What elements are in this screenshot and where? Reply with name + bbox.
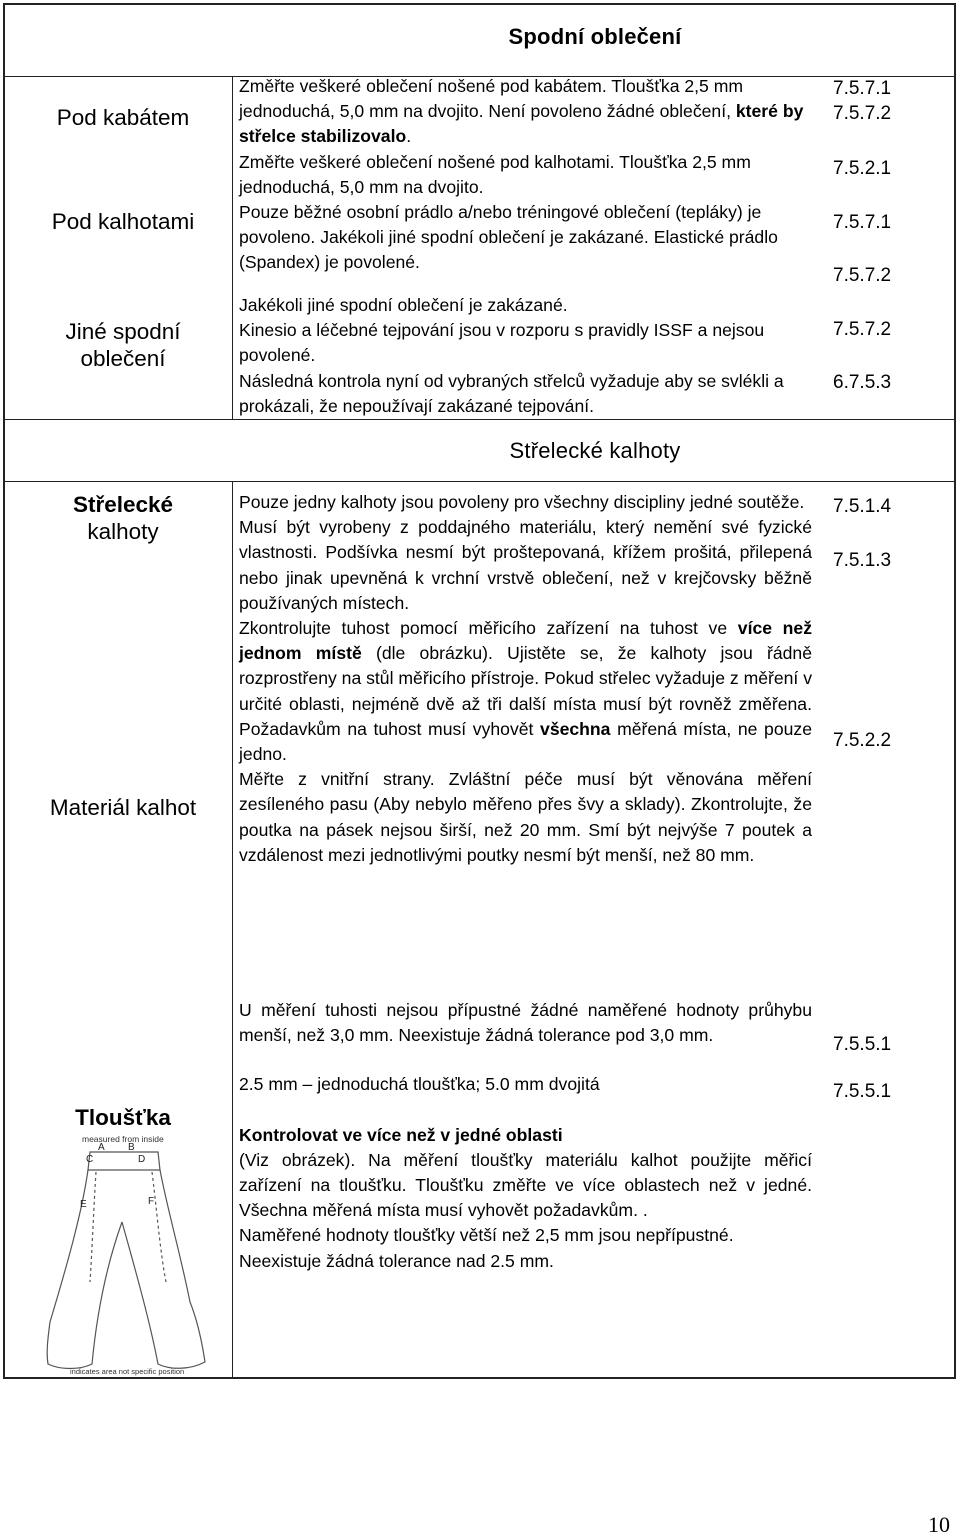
- rule-ref: 7.5.1.4: [833, 496, 892, 517]
- label-other-line1: Jiné spodní: [65, 319, 181, 344]
- figure-caption-bottom: indicates area not specific position: [70, 1367, 185, 1376]
- section-title-pants: Střelecké kalhoty: [509, 438, 681, 463]
- label-other-line2: oblečení: [80, 346, 166, 371]
- label-pants-line1: Střelecké: [72, 492, 174, 517]
- thickness-p6: 2.5 mm – jednoduchá tloušťka; 5.0 mm dvojitá: [239, 1074, 600, 1095]
- rule-ref: 7.5.7.1: [833, 78, 892, 99]
- pants-p3-b: (dle obrázku). Ujistěte se, že kalhoty jsou řádně rozprostřeny na stůl měřicího přístroje. Pokud střelec vyžaduje z měření v určité oblasti, nejméně dvě až tři další místa musí být rovněž změřena. Požadavkům na tuhost musí vyhovět: [239, 643, 813, 739]
- rule-ref: 7.5.2.1: [833, 158, 892, 179]
- column-divider: [232, 481, 233, 1377]
- label-under-pants: Pod kalhotami: [51, 209, 195, 234]
- figure-letter: C: [86, 1154, 94, 1165]
- pants-p3-a: Zkontrolujte tuhost pomocí měřicího zařízení na tuhost ve: [239, 618, 738, 639]
- thickness-p7-bold: Kontrolovat ve více než v jedné oblasti: [239, 1124, 563, 1145]
- thickness-text-block: [239, 998, 812, 1274]
- coat-text-2: .: [406, 126, 412, 147]
- pants-p2: Musí být vyrobeny z poddajného materiálu, který nemění své fyzické vlastnosti. Podšívka nesmí být proštepovaná, křížem prošitá, přilepená nebo jinak upevněná k vrchní vrstvě oblečení, než v krejčovsky běžně používaných místech.: [239, 517, 812, 613]
- thickness-p5: U měření tuhosti nejsou přípustné žádné naměřené hodnoty průhybu menší, než 3,0 mm. Neexistuje žádná tolerance pod 3,0 mm.: [239, 1000, 812, 1046]
- rule-ref: 7.5.7.2: [833, 103, 892, 124]
- other-text-1: Jakékoli jiné spodní oblečení je zakázané.: [239, 295, 568, 315]
- rule-ref: 7.5.7.1: [833, 212, 892, 233]
- underwear-text-coat: [239, 74, 812, 276]
- rule-ref: 7.5.1.3: [833, 550, 892, 571]
- thickness-p8: Naměřené hodnoty tloušťky větší než 2,5 mm jsou nepřípustné.: [239, 1225, 734, 1246]
- rule-ref: 7.5.2.2: [833, 730, 892, 751]
- section-title-underwear: Spodní oblečení: [508, 24, 682, 49]
- thickness-p9: Neexistuje žádná tolerance nad 2.5 mm.: [239, 1250, 554, 1271]
- rule-ref: 7.5.5.1: [833, 1081, 892, 1102]
- pants-text: Změřte veškeré oblečení nošené pod kalhotami. Tloušťka 2,5 mm jednoduchá, 5,0 mm na dvojito.: [239, 151, 751, 197]
- figure-letter: F: [148, 1196, 155, 1207]
- rule-ref: 6.7.5.3: [833, 372, 892, 393]
- figure-letter: E: [80, 1199, 87, 1210]
- rule-ref: 7.5.7.2: [833, 319, 892, 340]
- label-under-coat: Pod kabátem: [56, 105, 190, 130]
- label-pants-line2: kalhoty: [87, 519, 159, 544]
- label-material: Materiál kalhot: [49, 795, 197, 820]
- coat-text-bold: které by střelce stabilizovalo: [239, 101, 804, 147]
- pants-p3: [239, 616, 812, 767]
- pants-p3-bold: více než jednom místě: [239, 618, 812, 664]
- underwear-text-other: [239, 293, 812, 419]
- label-thickness: Tloušťka: [75, 1105, 171, 1130]
- other-text-2: Kinesio a léčebné tejpování jsou v rozporu s pravidly ISSF a nejsou povolené.: [239, 320, 765, 366]
- figure-letter: A: [98, 1142, 105, 1153]
- pants-diagram-icon: [40, 1132, 220, 1377]
- coat-text-1: Změřte veškeré oblečení nošené pod kabátem. Tloušťka 2,5 mm jednoduchá, 5,0 mm na dvojito. Není povoleno žádné oblečení,: [239, 76, 744, 122]
- row-divider: [5, 419, 954, 420]
- other-text-3: Následná kontrola nyní od vybraných střelců vyžaduje aby se svlékli a prokázali, že nepoužívají zakázané tejpování.: [239, 370, 784, 416]
- pants-p1: Pouze jedny kalhoty jsou povoleny pro všechny discipliny jedné soutěže.: [239, 492, 805, 512]
- pants-p3-bold2: všechna: [540, 718, 611, 739]
- rule-ref: 7.5.7.2: [833, 265, 892, 286]
- label-other-underwear: [0, 318, 246, 372]
- figure-letter: B: [128, 1142, 135, 1153]
- allowed-text: Pouze běžné osobní prádlo a/nebo tréningové oblečení (tepláky) je povoleno. Jakékoli jiné spodní oblečení je zakázané. Elastické prádlo (Spandex) je povolené.: [239, 202, 778, 273]
- row-divider: [5, 481, 954, 482]
- label-shooting-pants: [0, 491, 246, 545]
- thickness-p7-text: (Viz obrázek). Na měření tloušťky materiálu kalhot použijte měřicí zařízení na tloušťku. Tloušťku změřte ve více oblastech než v jedné. Všechna měřená místa musí vyhovět požadavkům. .: [239, 1149, 812, 1221]
- pants-p4: Měřte z vnitřní strany. Zvláštní péče musí být věnována měření zesíleného pasu (Aby nebylo měřeno přes švy a sklady). Zkontrolujte, že poutka na pásek nejsou širší, než 20 mm. Smí být nejvýše 7 poutek a vzdálenost mezi jednotlivými poutky nesmí být menší, než 80 mm.: [239, 769, 812, 865]
- rule-ref: 7.5.5.1: [833, 1034, 892, 1055]
- figure-caption-top: measured from inside: [82, 1134, 164, 1144]
- page-number: 10: [928, 1512, 950, 1537]
- pants-p3-c: měřená místa, ne pouze jedno.: [239, 718, 812, 765]
- figure-letter: D: [138, 1154, 146, 1165]
- thickness-p7: [239, 1123, 812, 1224]
- pants-text-block: [239, 490, 812, 868]
